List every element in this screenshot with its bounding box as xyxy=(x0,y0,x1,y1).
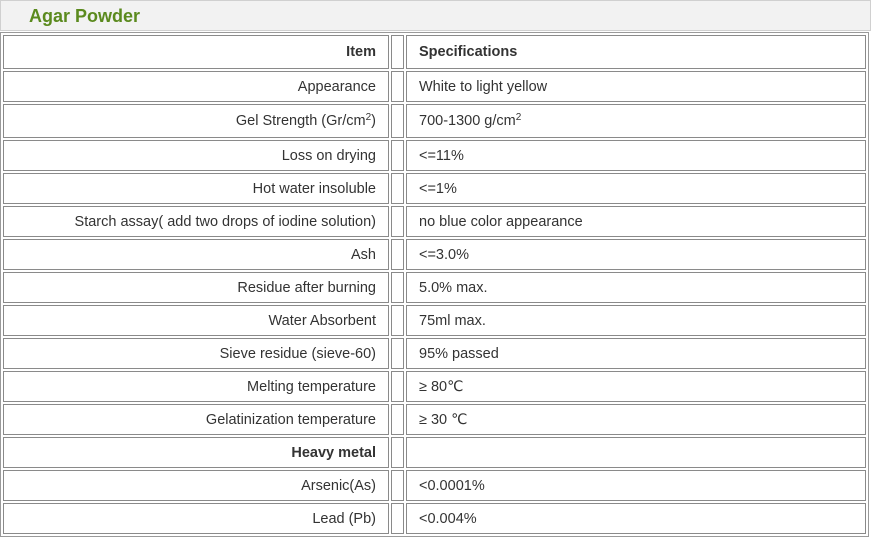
spec-cell: <=1% xyxy=(406,173,866,204)
table-row xyxy=(3,371,866,402)
table-row xyxy=(3,206,866,237)
table-row xyxy=(3,503,866,534)
column-gap xyxy=(391,239,404,270)
column-gap xyxy=(391,173,404,204)
table-row xyxy=(3,272,866,303)
column-gap xyxy=(391,503,404,534)
table-row xyxy=(3,71,866,102)
spec-cell xyxy=(406,437,866,468)
item-cell xyxy=(3,104,389,138)
item-cell: Lead (Pb) xyxy=(3,503,389,534)
spec-cell: <0.004% xyxy=(406,503,866,534)
item-cell: Water Absorbent xyxy=(3,305,389,336)
item-cell: Sieve residue (sieve-60) xyxy=(3,338,389,369)
table-row xyxy=(3,305,866,336)
spec-cell: <=11% xyxy=(406,140,866,171)
column-gap xyxy=(391,272,404,303)
item-text-close: ) xyxy=(371,113,376,129)
item-cell: Starch assay( add two drops of iodine solution) xyxy=(3,206,389,237)
spec-cell: <=3.0% xyxy=(406,239,866,270)
table-row xyxy=(3,404,866,435)
spec-cell: ≥ 30 ℃ xyxy=(406,404,866,435)
table-row xyxy=(3,104,866,138)
column-gap xyxy=(391,338,404,369)
item-column-header: Item xyxy=(3,35,389,69)
item-text: Gel Strength (Gr/cm xyxy=(235,113,366,129)
table-row xyxy=(3,338,866,369)
table-row xyxy=(3,140,866,171)
title-bar xyxy=(0,0,871,31)
spec-cell xyxy=(406,104,866,138)
column-gap xyxy=(391,305,404,336)
item-cell: Appearance xyxy=(3,71,389,102)
item-cell: Residue after burning xyxy=(3,272,389,303)
item-cell: Hot water insoluble xyxy=(3,173,389,204)
item-cell: Gelatinization temperature xyxy=(3,404,389,435)
table-row xyxy=(3,173,866,204)
column-gap xyxy=(391,35,404,69)
table-row xyxy=(3,239,866,270)
column-gap xyxy=(391,437,404,468)
spec-cell: ≥ 80℃ xyxy=(406,371,866,402)
item-cell: Ash xyxy=(3,239,389,270)
item-cell: Loss on drying xyxy=(3,140,389,171)
specifications-table xyxy=(0,32,869,537)
spec-cell: 75ml max. xyxy=(406,305,866,336)
item-cell: Arsenic(As) xyxy=(3,470,389,501)
column-gap xyxy=(391,470,404,501)
column-gap xyxy=(391,206,404,237)
column-gap xyxy=(391,71,404,102)
column-gap xyxy=(391,140,404,171)
table-row xyxy=(3,437,866,468)
item-cell: Melting temperature xyxy=(3,371,389,402)
column-gap xyxy=(391,104,404,138)
table-header-row xyxy=(3,35,866,69)
spec-cell: no blue color appearance xyxy=(406,206,866,237)
spec-text: 700-1300 g/cm xyxy=(419,113,516,129)
specifications-column-header: Specifications xyxy=(406,35,866,69)
spec-cell: 95% passed xyxy=(406,338,866,369)
table-row xyxy=(3,470,866,501)
superscript: 2 xyxy=(365,112,372,123)
spec-cell: White to light yellow xyxy=(406,71,866,102)
column-gap xyxy=(391,404,404,435)
page-title: Agar Powder xyxy=(29,6,141,26)
spec-cell: 5.0% max. xyxy=(406,272,866,303)
superscript: 2 xyxy=(515,112,522,123)
column-gap xyxy=(391,371,404,402)
spec-cell: <0.0001% xyxy=(406,470,866,501)
item-cell-heading: Heavy metal xyxy=(3,437,389,468)
